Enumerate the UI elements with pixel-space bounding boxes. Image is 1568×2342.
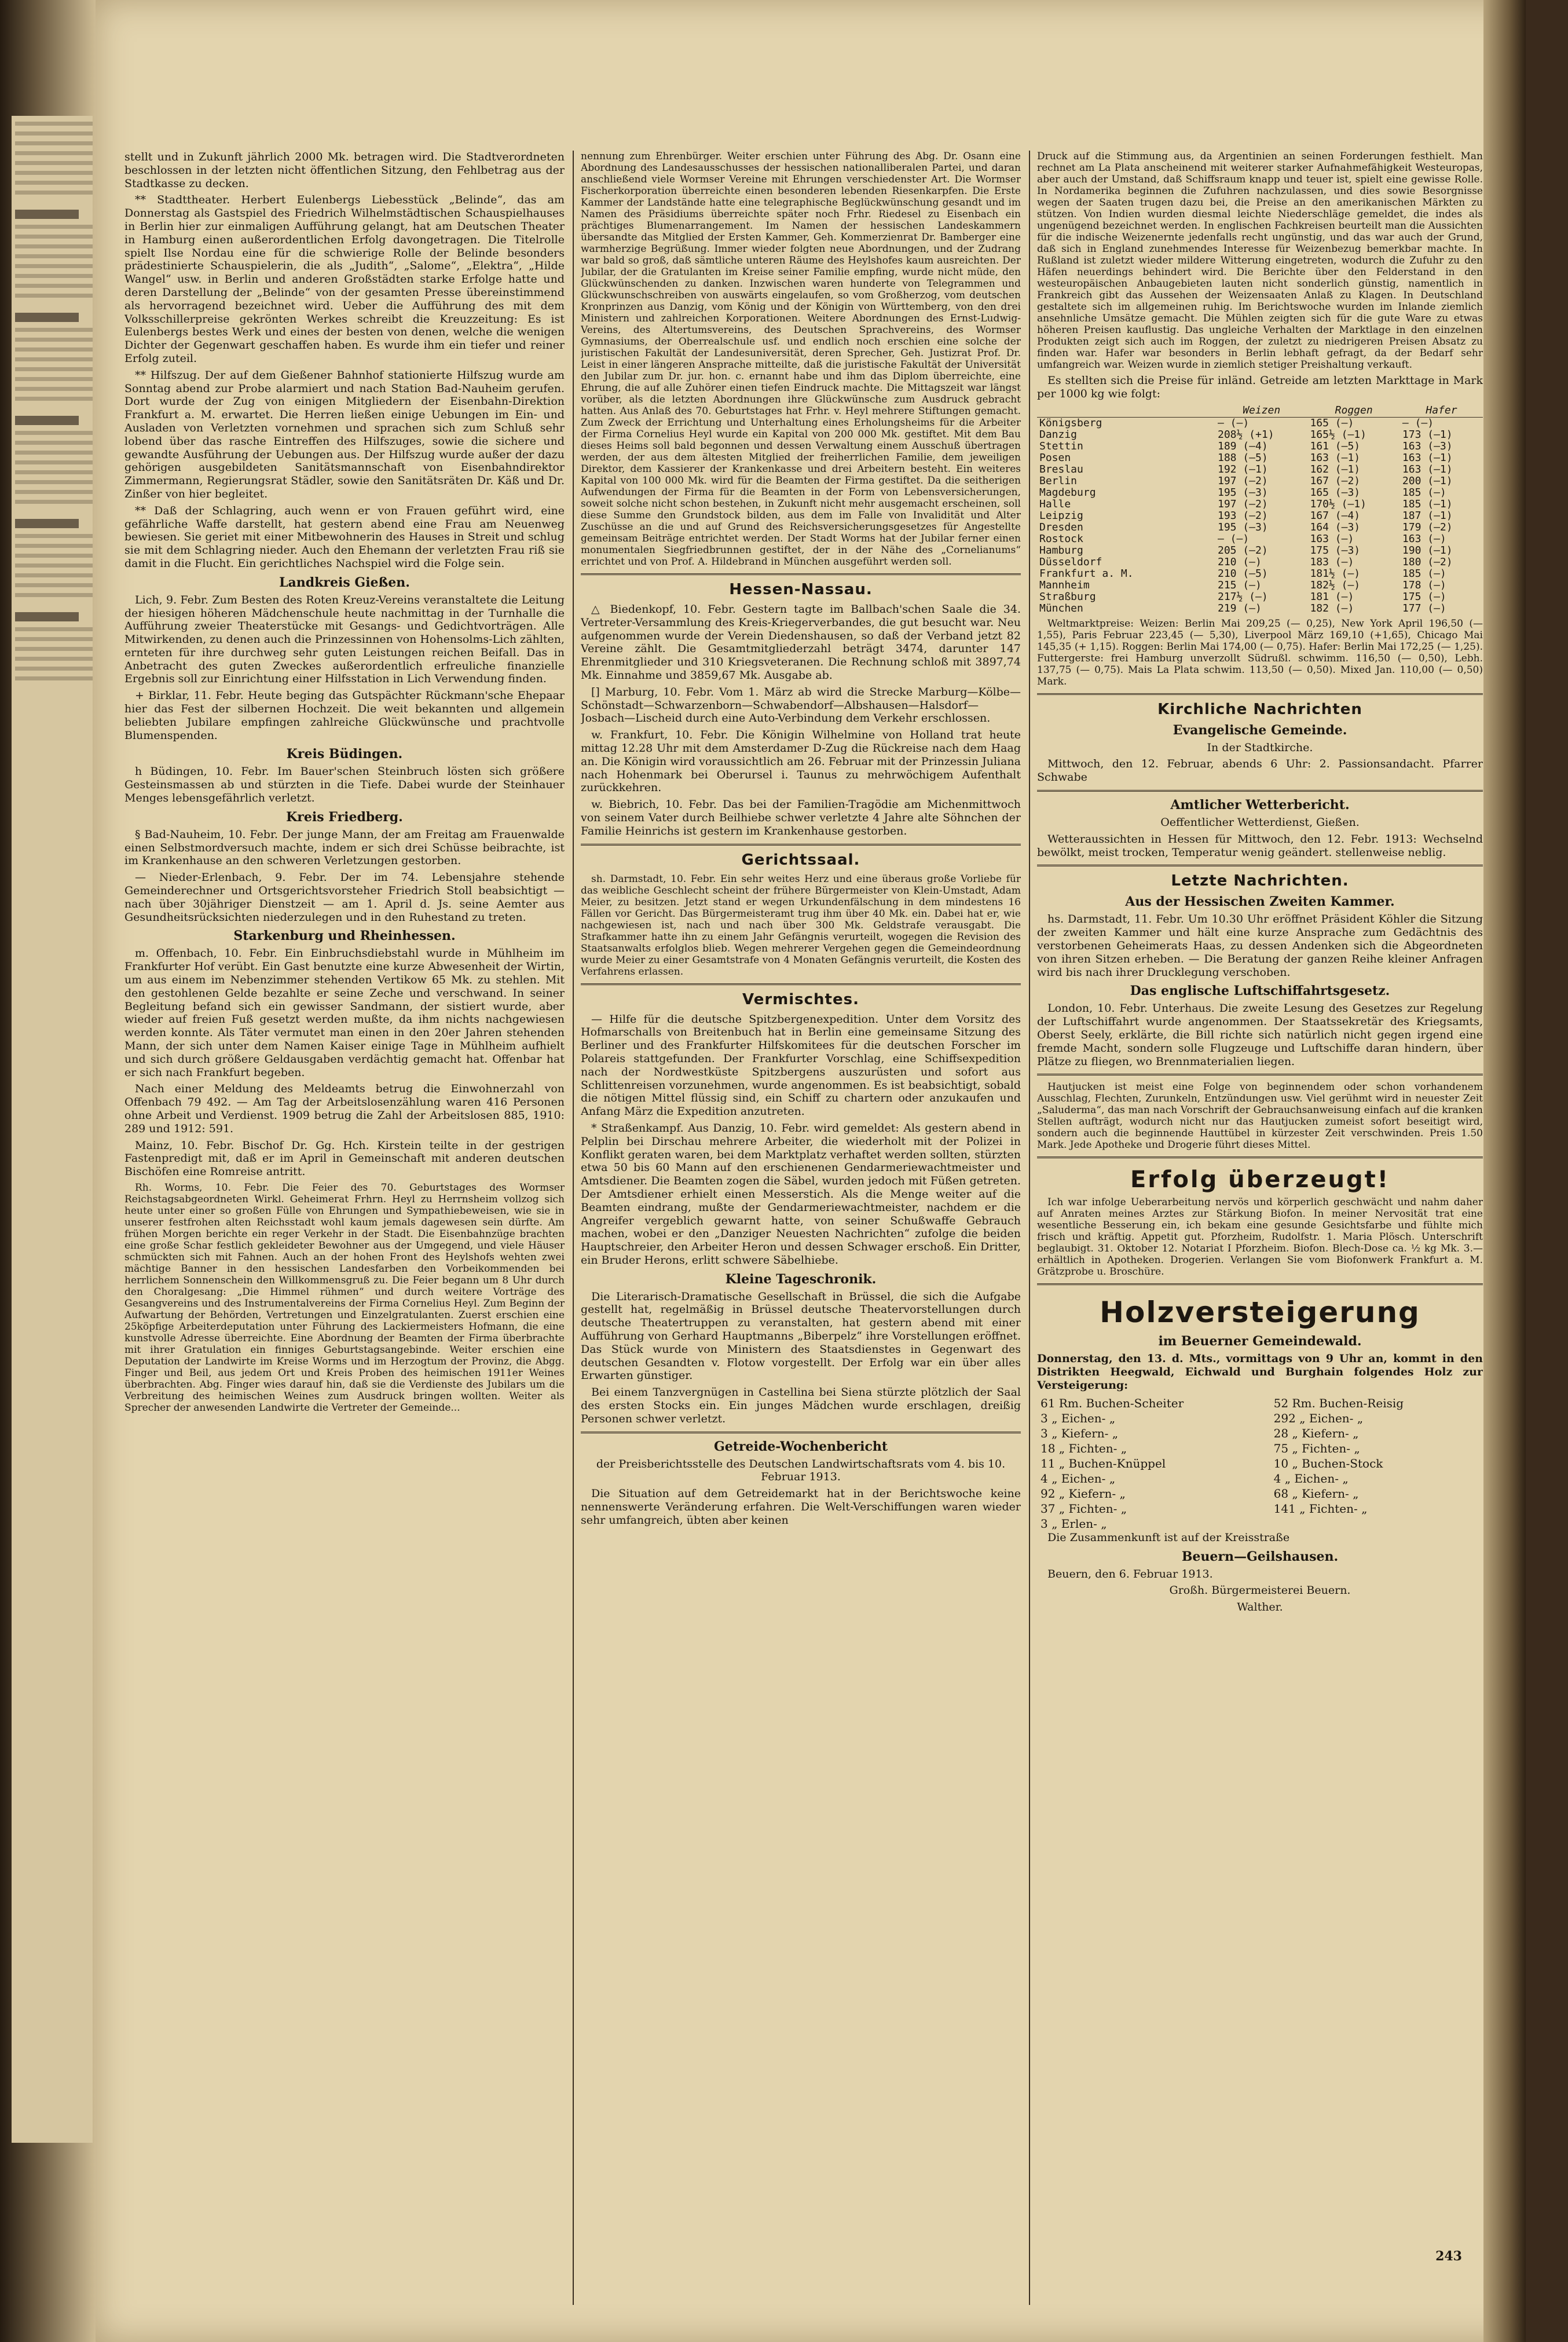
table-row	[1037, 568, 1483, 580]
table-cell: 11 „ Buchen-Knüppel	[1041, 1456, 1166, 1470]
article-paragraph: hs. Darmstadt, 11. Febr. Um 10.30 Uhr eröffnet Präsident Köhler die Sitzung der zweiten Kammer und hält eine kurze Ansprache zum Gedächtnis des verstorbenen Geheimerats Haas, zu dessen Andenken sich die Abgeordneten von ihren Sitzen erheben. — Die Beratung der ganzen Reihe kleiner Anfragen wird bis nach ihrer Drucklegung verschoben.	[1037, 913, 1483, 979]
divider	[1037, 1074, 1483, 1075]
table-header: Weizen	[1215, 404, 1307, 418]
article-paragraph: Rh. Worms, 10. Febr. Die Feier des 70. Geburtstages des Wormser Reichstagsabgeordneten Wirkl. Geheimerat Frhrn. Heyl zu Herrnsheim vollzog sich heute unter einer so großen Fülle von Ehrungen und Sympathiebeweisen, wie sie in unserer festfrohen alten Reichsstadt wohl kaum jemals dagewesen sein dürfte. Am frühen Morgen berichte ein reger Verkehr in der Stadt. Die Eisenbahnzüge brachten eine große Schar festlich gekleideter Bewohner aus der Umgegend, und viele Häuser schmückten sich mit Fahnen. Auch an der hohen Front des Heylshofs wehten zwei mächtige Banner in den hessischen Landesfarben den Vorbeikommenden bei herrlichem Sonnenschein den Willkommensgruß zu. Die Feier begann um 8 Uhr durch den Choralgesang: „Die Himmel rühmen“ und durch weitere Vorträge des Gesangvereins und des Instrumentalvereins der Firma Cornelius Heyl. Zum Beginn der Aufwartung der Behörden, Vertretungen und Einzelgratulanten. Zuerst erschien eine 25köpfige Arbeiterdeputation unter Führung des Lackiermeisters Hofmann, die eine kunstvolle Adresse überreichte. Eine Abordnung der Beamten der Firma überbrachte mit ihrer Gratulation ein finniges Geburtstagsangebinde. Weiter erschien eine Deputation der Landwirte im Kreise Worms und im Herzogtum der Provinz, die Abgg. Finger und Beil, aus jedem Ort und Kreis Proben des heimischen 1911er Weines überbrachten. Abg. Finger wies darauf hin, daß sie die Verdienste des Jubilars um die Verbreitung des heimischen Weines zum Ausdruck bringen wollten. Weiter als Sprecher der anwesenden Landwirte die Vertreter der Gemeinde...	[124, 1181, 565, 1414]
table-cell: 28 „ Kiefern- „	[1273, 1426, 1359, 1440]
auction-subheading: im Beuerner Gemeindewald.	[1158, 1334, 1362, 1349]
table-cell: 185 (—)	[1402, 486, 1446, 499]
table-cell: Königsberg	[1039, 416, 1102, 429]
article-paragraph: Mittwoch, den 12. Februar, abends 6 Uhr: 2. Passionsandacht. Pfarrer Schwabe	[1037, 758, 1483, 784]
section-heading: Kreis Friedberg.	[286, 809, 403, 825]
table-cell: 175 (—3)	[1310, 544, 1361, 557]
column-rule	[573, 151, 574, 2305]
column-rule	[1029, 151, 1030, 2305]
table-cell: 165½ (—1)	[1310, 428, 1366, 441]
section-heading: Kleine Tageschronik.	[725, 1271, 877, 1287]
table-cell: 183 (—)	[1310, 555, 1354, 568]
article-schlagring: ** Daß der Schlagring, auch wenn er von Frauen geführt wird, eine gefährliche Waffe darstellt, hat gestern abend eine Frau am Neuenweg bewiesen. Sie geriet mit einer Mitbewohnerin des Hauses in Streit und schlug sie mit dem Schlagring nieder. Auch den Ehemann der verletzten Frau riß sie damit in die Flucht. Ein gerichtliches Nachspiel wird die Folge sein.	[124, 504, 565, 570]
table-cell: 3 „ Kiefern- „	[1041, 1426, 1119, 1440]
table-cell: 178 (—)	[1402, 579, 1446, 591]
section-heading: Vermischtes.	[742, 990, 859, 1008]
section-heading: Landkreis Gießen.	[279, 574, 410, 590]
table-header: Hafer	[1400, 404, 1483, 418]
auction-headline: Holzversteigerung	[1100, 1296, 1420, 1330]
table-cell: 200 (—1)	[1402, 474, 1453, 487]
section-subheading: Aus der Hessischen Zweiten Kammer.	[1125, 894, 1395, 910]
article-paragraph: Wetteraussichten in Hessen für Mittwoch, den 12. Febr. 1913: Wechselnd bewölkt, meist trocken, Temperatur wenig geändert. stellenweise neblig.	[1037, 832, 1483, 859]
grain-price-table	[1037, 404, 1483, 614]
table-cell: 219 (—)	[1218, 602, 1262, 614]
table-cell: 179 (—2)	[1402, 521, 1453, 533]
table-cell: — (—)	[1218, 416, 1250, 429]
table-cell: 75 „ Fichten- „	[1273, 1441, 1360, 1455]
page-edge	[1483, 0, 1526, 2342]
section-heading: Hessen-Nassau.	[729, 581, 873, 598]
article-paragraph: h Büdingen, 10. Febr. Im Bauer'schen Steinbruch lösten sich größere Gesteinsmassen ab und stürzten in die Tiefe. Dabei wurde der Steinhauer Menges lebensgefährlich verletzt.	[124, 765, 565, 805]
table-cell: 217½ (—)	[1218, 590, 1268, 603]
table-cell: Rostock	[1039, 532, 1083, 545]
table-cell: Mannheim	[1039, 579, 1090, 591]
divider	[1037, 790, 1483, 792]
table-row	[1037, 1426, 1483, 1441]
table-row	[1037, 522, 1483, 533]
wood-lots-table	[1037, 1396, 1483, 1531]
table-cell: Frankfurt a. M.	[1039, 567, 1134, 580]
section-subheading: Evangelische Gemeinde.	[1173, 722, 1347, 738]
table-cell: — (—)	[1218, 532, 1250, 545]
table-row	[1037, 487, 1483, 499]
article-paragraph: — Hilfe für die deutsche Spitzbergenexpedition. Unter dem Vorsitz des Hofmarschalls von Breitenbuch hat in Berlin eine gemeinsame Sitzung des Berliner und des Frankfurter Hilfskomitees für die deutschen Forscher im Polareis stattgefunden. Der Frankfurter Vorschlag, eine Schiffsexpedition nach der Nordwestküste Spitzbergens auszurüsten und sofort aus Schlittenreisen vorzunehmen, wurde angenommen. Es ist beabsichtigt, sobald die nötigen Mittel flüssig sind, ein Schiff zu chartern oder anzukaufen und Anfang März die Expedition anzutreten.	[581, 1012, 1021, 1118]
table-cell: Posen	[1039, 451, 1071, 464]
article-paragraph: London, 10. Febr. Unterhaus. Die zweite Lesung des Gesetzes zur Regelung der Luftschiffahrt wurde angenommen. Der Staatssekretär des Kriegsamts, Oberst Seely, erklärte, die Bill richte sich natürlich nicht gegen irgend eine fremde Macht, sondern solle Flugzeuge und Luftschiffe daran hindern, über Plätze zu fliegen, wo Brennmaterialien liegen.	[1037, 1002, 1483, 1068]
divider	[1037, 1283, 1483, 1285]
table-cell: 163 (—1)	[1402, 463, 1453, 475]
table-cell: 197 (—2)	[1218, 497, 1268, 510]
table-cell: 188 (—5)	[1218, 451, 1268, 464]
auction-authority: Großh. Bürgermeisterei Beuern.	[1169, 1584, 1351, 1597]
table-cell: Dresden	[1039, 521, 1083, 533]
auction-place: Beuern—Geilshausen.	[1181, 1549, 1339, 1564]
column-1	[124, 151, 565, 2328]
table-cell: Danzig	[1039, 428, 1078, 441]
divider	[1037, 693, 1483, 695]
table-cell: 210 (—5)	[1218, 567, 1268, 580]
table-cell: 4 „ Eichen- „	[1273, 1471, 1349, 1485]
table-row	[1037, 1501, 1483, 1516]
table-cell: 4 „ Eichen- „	[1041, 1471, 1116, 1485]
table-cell: 208½ (+1)	[1218, 428, 1274, 441]
table-cell: 182 (—)	[1310, 602, 1354, 614]
article-paragraph: nennung zum Ehrenbürger. Weiter erschien unter Führung des Abg. Dr. Osann eine Abordnung des Landesausschusses der hessischen nationalliberalen Partei, und daran anschließend viele Wormser Vereine mit Ehrungen verschiedenster Art. Die Wormser Fischerkorporation überreichte einen besonderen lebenden Riesenkarpfen. Die Erste Kammer der Landstände hatte eine telegraphische Beglückwünschung gesandt und im Namen des Präsidiums überreichte später noch Frhr. Riedesel zu Eisenbach ein prächtiges Blumenarrangement. Im Namen der hessischen Landeskammern übersandte das Mitglied der Ersten Kammer, Geh. Kommerzienrat Dr. Bamberger eine warmherzige Begrüßung. Immer wieder folgten neue Abordnungen, und der Zudrang war bald so groß, daß sämtliche unteren Räume des Heylshofes kaum ausreichten. Der Jubilar, der die Gratulanten im Kreise seiner Familie empfing, wurde nicht müde, den Glückwünschenden zu danken. Inzwischen waren hunderte von Telegrammen und Glückwunschschreiben von auswärts eingelaufen, so vom Großherzog, vom deutschen Kronprinzen aus Danzig, vom König und der Königin von Württemberg, von den drei Ministern und zahlreichen Korporationen. Weitere Abordnungen des Ernst-Ludwig-Vereins, des Altertumsvereins, des Deutschen Sprachvereins, des Wormser Gymnasiums, der Oberrealschule usf. und endlich noch erschien eine solche der juristischen Fakultät der Landesuniversität, deren Sprecher, Geh. Justizrat Prof. Dr. Leist in einer längeren Ansprache mitteilte, daß die juristische Fakultät der Universität den Jubilar zum Dr. jur. hon. c. ernannt habe und ihm das Diplom überreichte, eine Ehrung, die auf alle Zuhörer einen tiefen Eindruck machte. Die Mittagszeit war längst vorüber, als die letzten Abordnungen ihre Glückwünsche zum Ausdruck gebracht hatten. Aus Anlaß des 70. Geburtstages hat Frhr. v. Heyl mehrere Stiftungen gemacht. Zum Zweck der Errichtung und Unterhaltung eines Erholungsheims für die Arbeiter der Firma Cornelius Heyl wurde ein Kapital von 200 000 Mk. gestiftet. Mit dem Bau dieses Heims soll bald begonnen und dessen Verwaltung einem Ausschuß übertragen werden, der aus dem ältesten Mitglied der freiherrlichen Familie, dem jeweiligen Direktor, dem Kassierer der Krankenkasse und drei Arbeitern besteht. Ein weiteres Kapital von 100 000 Mk. wird für die Beamten der Firma gestiftet. Da die seitherigen Aufwendungen der Firma für die Beamten in der Form von Lebensversicherungen, soweit solche nicht schon bestehen, in Zukunft nicht mehr ausgemacht erscheinen, soll diese Summe den Grundstock bilden, aus dem im Falle von Invalidität und Alter Zuschüsse an die und auf Grund des Reichsversicherungsgesetzes für Angestellte gemeinsam Beiträge entrichtet werden. Der Stadt Worms hat der Jubilar ferner einen monumentalen Siegfriedbrunnen gestiftet, der in der Nähe des „Cornelianums“ errichtet und von Prof. A. Hildebrand in München ausgeführt werden soll.	[581, 151, 1021, 568]
table-row	[1037, 499, 1483, 510]
table-cell: 195 (—3)	[1218, 521, 1268, 533]
table-cell: Leipzig	[1039, 509, 1083, 522]
auction-paragraph: Donnerstag, den 13. d. Mts., vormittags von 9 Uhr an, kommt in den Distrikten Heegwald, Eichwald und Burghain folgendes Holz zur Versteigerung:	[1037, 1352, 1483, 1392]
article-paragraph: Mainz, 10. Febr. Bischof Dr. Gg. Hch. Kirstein teilte in der gestrigen Fastenpredigt mit, daß er im April in Gemeinschaft mit anderen deutschen Bischöfen eine Romreise antritt.	[124, 1139, 565, 1179]
table-cell: 175 (—)	[1402, 590, 1446, 603]
section-subheading: In der Stadtkirche.	[1207, 741, 1313, 754]
table-cell: 163 (—3)	[1402, 440, 1453, 452]
table-cell: 161 (—5)	[1310, 440, 1361, 452]
table-cell: 163 (—1)	[1402, 451, 1453, 464]
divider	[581, 844, 1021, 846]
article-paragraph: stellt und in Zukunft jährlich 2000 Mk. betragen wird. Die Stadtverordneten beschlossen in der letzten nicht öffentlichen Sitzung, den Fehlbetrag aus der Stadtkasse zu decken.	[124, 151, 565, 190]
table-cell: 189 (—4)	[1218, 440, 1268, 452]
section-heading: Kreis Büdingen.	[286, 746, 403, 762]
table-row	[1037, 603, 1483, 614]
page-number: 243	[1435, 2249, 1462, 2264]
article-stadttheater: ** Stadttheater. Herbert Eulenbergs Liebesstück „Belinde“, das am Donnerstag als Gastspiel des Friedrich Wilhelmstädtischen Schauspielhauses in Berlin hier zur einmaligen Aufführung gelangt, hat am Deutschen Theater in Hamburg einen außerordentlichen Erfolg davongetragen. Die Titelrolle spielt Ilse Nordau eine für die schwierige Rolle der Belinde besonders prädestinierte Schauspielerin, die als „Judith“, „Salome“, „Elektra“, „Hilde Wangel“ usw. in Berlin und anderen Großstädten starke Erfolge hatte und deren Darstellung der „Belinde“ von der gesamten Presse übereinstimmend als hervorragend bezeichnet wird. Ueber die Aufführung des mit dem Volksschillerpreise gekrönten Werkes schreibt die Kreuzzeitung: Es ist Eulenbergs bestes Werk und eines der besten von denen, welche die wenigen Dichter der Gegenwart geschaffen haben. Es wurde ihm ein tiefer und reiner Erfolg zuteil.	[124, 193, 565, 365]
table-cell: 195 (—3)	[1218, 486, 1268, 499]
table-cell: 167 (—4)	[1310, 509, 1361, 522]
table-row	[1037, 545, 1483, 557]
table-cell: 68 „ Kiefern- „	[1273, 1486, 1359, 1501]
table-cell: 3 „ Eichen- „	[1041, 1411, 1116, 1425]
table-cell: München	[1039, 602, 1083, 614]
table-cell: 187 (—1)	[1402, 509, 1453, 522]
auction-paragraph: Die Zusammenkunft ist auf der Kreisstraße	[1047, 1531, 1290, 1544]
table-cell: 165 (—3)	[1310, 486, 1361, 499]
table-cell: 141 „ Fichten- „	[1273, 1501, 1368, 1516]
article-subtitle: der Preisberichtsstelle des Deutschen Landwirtschaftsrats vom 4. bis 10. Februar 1913.	[596, 1457, 1006, 1484]
table-cell: Halle	[1039, 497, 1071, 510]
article-paragraph: w. Biebrich, 10. Febr. Das bei der Familien-Tragödie am Michenmittwoch von seinem Vater durch Beilhiebe schwer verletzte 4 Jahre alte Söhnchen der Familie Heinrichs ist gestern im Krankenhause gestorben.	[581, 798, 1021, 837]
divider	[581, 1432, 1021, 1433]
table-cell: 192 (—1)	[1218, 463, 1268, 475]
table-cell: 173 (—1)	[1402, 428, 1453, 441]
divider	[1037, 1157, 1483, 1158]
article-paragraph: Weltmarktpreise: Weizen: Berlin Mai 209,25 (— 0,25), New York April 196,50 (— 1,55), Paris Februar 223,45 (— 5,30), Liverpool März 169,10 (+1,65), Chicago Mai 145,35 (+ 1,15). Roggen: Berlin Mai 174,00 (— 0,75). Hafer: Berlin Mai 172,25 (— 1,25). Futtergerste: frei Hamburg unverzollt Südrußl. schwimm. 116,50 (— 0,50), Lebh. 137,75 (— 0,75). Mais La Plata schwim. 113,50 (— 0,50). Mixed Jan. 110,00 (— 0,50) Mark.	[1037, 617, 1483, 687]
table-cell: 185 (—)	[1402, 567, 1446, 580]
table-row	[1037, 464, 1483, 475]
table-cell: 170½ (—1)	[1310, 497, 1366, 510]
article-paragraph: Druck auf die Stimmung aus, da Argentinien an seinen Forderungen festhielt. Man rechnet am La Plata anscheinend mit weiterer starker Aufnahmefähigkeit Westeuropas, aber auch der Umstand, daß Schiffsraum knapp und teuer ist, spielt eine gewisse Rolle. In Nordamerika beginnen die Zufuhren nachzulassen, und dies sowie Besorgnisse wegen der Saaten trugen dazu bei, die Preise an den amerikanischen Märkten zu stützen. Von Indien wurden diesmal leichte Niederschläge gemeldet, die indes als ungenügend bezeichnet werden. In englischen Fachkreisen beurteilt man die Aussichten für die indische Weizenernte jedenfalls recht ungünstig, und das war auch der Grund, daß sich in England zunehmendes Interesse für Weizenbezug bemerkbar machte. In Rußland ist zuletzt wieder mildere Witterung eingetreten, wodurch die Zufuhr zu den Häfen neuerdings behindert wird. Die Berichte über den Felderstand in den westeuropäischen Anbaugebieten lauten nicht sonderlich günstig, namentlich in Frankreich gibt das Aussehen der Weizensaaten Anlaß zu Klagen. In Deutschland gestaltete sich im allgemeinen ruhig. Im Berichtswoche wurden im Inlande ziemlich ansehnliche Umsätze gemacht. Die Mühlen zeigten sich für die gute Ware zu etwas höheren Preisen kauflustig. Das ungleiche Verhalten der Marktlage in den einzelnen Produkten zeigt sich auch im Roggen, der zuletzt zu niedrigeren Preisen Absatz zu finden war. Hafer war besonders in Berlin lebhaft gefragt, da der Bedarf sehr umfangreich war. Weizen wurde in ziemlich stetiger Preishaltung verkauft.	[1037, 151, 1483, 371]
table-row	[1037, 441, 1483, 452]
table-row	[1037, 1471, 1483, 1486]
article-paragraph: — Nieder-Erlenbach, 9. Febr. Der im 74. Lebensjahre stehende Gemeinderechner und Ortsgerichtsvorsteher Friedrich Stoll beabsichtigt — nach über 30jähriger Dienstzeit — am 1. April d. Js. seine Aemter aus Gesundheitsrücksichten niederzulegen und in den Ruhestand zu treten.	[124, 871, 565, 924]
table-cell: 197 (—2)	[1218, 474, 1268, 487]
divider	[581, 573, 1021, 575]
column-2	[581, 151, 1021, 2328]
newspaper-page	[96, 0, 1526, 2342]
adjacent-page-fragment	[12, 116, 93, 2143]
article-paragraph: Die Situation auf dem Getreidemarkt hat in der Berichtswoche keine nennenswerte Veränderung erfahren. Die Welt-Verschiffungen waren wieder sehr umfangreich, übten aber keinen	[581, 1487, 1021, 1527]
table-cell: 92 „ Kiefern- „	[1041, 1486, 1126, 1501]
article-paragraph: § Bad-Nauheim, 10. Febr. Der junge Mann, der am Freitag am Frauenwalde einen Selbstmordversuch machte, indem er sich drei Schüsse beibrachte, ist im Krankenhause an den schweren Verletzungen gestorben.	[124, 828, 565, 868]
auction-paragraph: Beuern, den 6. Februar 1913.	[1047, 1567, 1213, 1580]
table-row	[1037, 510, 1483, 522]
table-cell: Stettin	[1039, 440, 1083, 452]
advertisement-headline: Erfolg überzeugt!	[1130, 1166, 1390, 1194]
table-cell: 37 „ Fichten- „	[1041, 1501, 1127, 1516]
section-heading: Getreide-Wochenbericht	[713, 1439, 888, 1454]
table-cell: 215 (—)	[1218, 579, 1262, 591]
article-paragraph: Es stellten sich die Preise für inländ. Getreide am letzten Markttage in Mark per 1000 kg wie folgt:	[1037, 374, 1483, 400]
table-cell: 18 „ Fichten- „	[1041, 1441, 1127, 1455]
table-cell: 3 „ Erlen- „	[1041, 1516, 1107, 1531]
table-row	[1037, 429, 1483, 441]
table-cell: 210 (—)	[1218, 555, 1262, 568]
table-cell: Breslau	[1039, 463, 1083, 475]
section-heading: Amtlicher Wetterbericht.	[1170, 797, 1350, 813]
table-cell: 10 „ Buchen-Stock	[1273, 1456, 1383, 1470]
table-cell: 167 (—2)	[1310, 474, 1361, 487]
table-row	[1037, 1456, 1483, 1471]
section-subheading: Oeffentlicher Wetterdienst, Gießen.	[1160, 815, 1360, 829]
table-cell: 292 „ Eichen- „	[1273, 1411, 1364, 1425]
table-cell: Magdeburg	[1039, 486, 1096, 499]
auction-signature: Walther.	[1237, 1601, 1283, 1614]
table-row	[1037, 557, 1483, 568]
article-paragraph: [] Marburg, 10. Febr. Vom 1. März ab wird die Strecke Marburg—Kölbe—Schönstadt—Schwarzenborn—Schwabendorf—Albshausen—Halsdorf—Josbach—Lischeid durch eine Auto-Verbindung dem Verkehr erschlossen.	[581, 685, 1021, 725]
table-cell: Straßburg	[1039, 590, 1096, 603]
section-subheading: Das englische Luftschiffahrtsgesetz.	[1130, 983, 1390, 999]
article-paragraph: + Birklar, 11. Febr. Heute beging das Gutspächter Rückmann'sche Ehepaar hier das Fest der silbernen Hochzeit. Die weit bekannten und allgemein beliebten Jubilare empfingen zahlreiche Glückwünsche und prachtvolle Blumenspenden.	[124, 689, 565, 742]
table-row	[1037, 1441, 1483, 1456]
table-cell: 162 (—1)	[1310, 463, 1361, 475]
table-row	[1037, 1396, 1483, 1411]
table-cell: 177 (—)	[1402, 602, 1446, 614]
section-heading: Starkenburg und Rheinhessen.	[233, 928, 456, 944]
table-row	[1037, 1411, 1483, 1426]
table-cell: 165 (—)	[1310, 416, 1354, 429]
table-cell: — (—)	[1402, 416, 1434, 429]
table-cell: 163 (—)	[1402, 532, 1446, 545]
table-cell: 181½ (—)	[1310, 567, 1361, 580]
table-cell: Düsseldorf	[1039, 555, 1102, 568]
table-cell: 52 Rm. Buchen-Reisig	[1273, 1396, 1404, 1410]
table-cell: Hamburg	[1039, 544, 1083, 557]
table-cell: 164 (—3)	[1310, 521, 1361, 533]
table-row	[1037, 533, 1483, 545]
table-cell: 190 (—1)	[1402, 544, 1453, 557]
table-row	[1037, 452, 1483, 464]
table-row	[1037, 1486, 1483, 1501]
column-3	[1037, 151, 1483, 2328]
table-cell: 181 (—)	[1310, 590, 1354, 603]
table-cell: 180 (—2)	[1402, 555, 1453, 568]
table-cell: 205 (—2)	[1218, 544, 1268, 557]
table-header	[1037, 404, 1215, 418]
table-header: Roggen	[1307, 404, 1400, 418]
article-paragraph: * Straßenkampf. Aus Danzig, 10. Febr. wird gemeldet: Als gestern abend in Pelplin bei Dirschau mehrere Arbeiter, die wiederholt mit der Polizei in Konflikt geraten waren, bei dem Marktplatz verhaftet werden sollten, stürzten etwa 50 bis 60 Mann auf den erschienenen Gendarmeriewachtmeister und Amtsdiener. Die Beamten zogen die Säbel, wurden jedoch mit Füßen getreten. Der Amtsdiener erhielt einen Messerstich. Als die Menge weiter auf die Beamten eindrang, mußte der Gendarmeriewachtmeister, nachdem er die Angreifer vergeblich gewarnt hatte, von seiner Schußwaffe Gebrauch machen, wobei er den „Danziger Neuesten Nachrichten“ zufolge die beiden Hauptschreier, den Arbeiter Heron und dessen Schwager erschoß. Ein Dritter, ein Bruder Herons, erlitt schwere Säbelhiebe.	[581, 1121, 1021, 1267]
table-cell: 182½ (—)	[1310, 579, 1361, 591]
table-row	[1037, 591, 1483, 603]
article-paragraph: Bei einem Tanzvergnügen in Castellina bei Siena stürzte plötzlich der Saal des ersten Stocks ein. Ein junges Mädchen wurde erschlagen, dreißig Personen schwer verletzt.	[581, 1386, 1021, 1425]
divider	[1037, 865, 1483, 866]
article-paragraph: Lich, 9. Febr. Zum Besten des Roten Kreuz-Vereins veranstaltete die Leitung der hiesigen höheren Mädchenschule heute nachmittag in der Turnhalle die Aufführung zweier Theaterstücke mit Gesangs- und Gedichtvorträgen. Alle Mitwirkenden, zu denen auch die Prinzessinnen von Hohensolms-Lich zählten, ernteten für ihre durchweg sehr guten Leistungen reichen Beifall. Das in Anbetracht des guten Zweckes außerordentlich erfreuliche finanzielle Ergebnis soll zur Einrichtung einer Hilfsstation in Lich Verwendung finden.	[124, 593, 565, 686]
table-cell: 163 (—1)	[1310, 451, 1361, 464]
table-row	[1037, 417, 1483, 429]
table-row	[1037, 580, 1483, 591]
table-cell: 61 Rm. Buchen-Scheiter	[1041, 1396, 1184, 1410]
advertisement-biofon: Ich war infolge Ueberarbeitung nervös und körperlich geschwächt und nahm daher auf Anraten meines Arztes zur Stärkung Biofon. In meiner Nervosität trat eine wesentliche Besserung ein, ich bekam eine gesunde Gesichtsfarbe und fühlte mich frisch und kräftig. Appetit gut. Pforzheim, Rudolfstr. 1. Maria Plösch. Unterschrift beglaubigt. 31. Oktober 12. Notariat I Pforzheim. Biofon. Blech-Dose ca. ½ kg Mk. 3.— erhältlich in Apotheken. Drogerien. Verlangen Sie vom Biofonwerk Frankfurt a. M. Grätzprobe u. Broschüre.	[1037, 1196, 1483, 1278]
article-paragraph: w. Frankfurt, 10. Febr. Die Königin Wilhelmine von Holland trat heute mittag 12.28 Uhr mit dem Amsterdamer D-Zug die Rückreise nach dem Haag an. Die Königin wird voraussichtlich am 26. Februar mit der Prinzessin Juliana nach Hohenmark bei Oberursel i. Taunus zu mehrwöchigem Aufenthalt zurückkehren.	[581, 729, 1021, 795]
table-row	[1037, 475, 1483, 487]
table-cell: 163 (—)	[1310, 532, 1354, 545]
section-heading: Letzte Nachrichten.	[1171, 872, 1349, 890]
section-heading: Kirchliche Nachrichten	[1157, 700, 1362, 718]
article-paragraph: Die Literarisch-Dramatische Gesellschaft in Brüssel, die sich die Aufgabe gestellt hat, regelmäßig in Brüssel deutsche Theatervorstellungen durch deutsche Theatertruppen zu veranstalten, hat gestern abend mit einer Aufführung von Gerhard Hauptmanns „Biberpelz“ ihre Vorstellungen eröffnet. Das Stück wurde von Ministern des Staatsdienstes in Gegenwart des deutschen Gesandten v. Flotow vorgestellt. Der Erfolg war ein über alles Erwarten günstiger.	[581, 1290, 1021, 1382]
article-hilfszug: ** Hilfszug. Der auf dem Gießener Bahnhof stationierte Hilfszug wurde am Sonntag abend zur Probe alarmiert und nach Station Bad-Nauheim gerufen. Dort wurde der Zug von einigen Mitgliedern der Eisenbahn-Direktion Frankfurt a. M. erwartet. Die Herren ließen einige Uebungen im Ein- und Ausladen von Verletzten vornehmen und sprachen sich zum Schluß sehr lobend über das rasche Eintreffen des Hilfszuges, sowie die sichere und gewandte Ausführung der Uebungen aus. Der Hilfszug wurde außer der dazu gehörigen ausgebildeten Sanitätsmannschaft von Eisenbahndirektor Zimmermann, Regierungsrat Städler, sowie den Sanitätsräten Dr. Käß und Dr. Zinßer von hier begleitet.	[124, 368, 565, 500]
article-paragraph: m. Offenbach, 10. Febr. Ein Einbruchsdiebstahl wurde in Mühlheim im Frankfurter Hof verübt. Ein Gast benutzte eine kurze Abwesenheit der Wirtin, um aus einem im Nebenzimmer stehenden Vertikow 65 Mk. zu stehlen. Mit den gestohlenen Gelde bezahlte er seine Zeche und verschwand. In seiner Begleitung befand sich ein gewisser Sandmann, der sistiert wurde, aber wieder auf freien Fuß gesetzt werden mußte, da ihm nichts nachgewiesen werden konnte. Als Täter vermutet man einen in den 20er Jahren stehenden Mann, der sich unter dem Namen Kaiser einige Tage in Mühlheim aufhielt und sich durch größere Geldausgaben verdächtig gemacht hat. Offenbar hat er sich nach Frankfurt begeben.	[124, 947, 565, 1079]
table-cell: 185 (—1)	[1402, 497, 1453, 510]
table-cell: 193 (—2)	[1218, 509, 1268, 522]
article-paragraph: Nach einer Meldung des Meldeamts betrug die Einwohnerzahl von Offenbach 79 492. — Am Tag der Arbeitslosenzählung waren 416 Personen ohne Arbeit und Verdienst. 1909 betrug die Zahl der Arbeitslosen 885, 1910: 289 und 1912: 591.	[124, 1082, 565, 1135]
article-paragraph: sh. Darmstadt, 10. Febr. Ein sehr weites Herz und eine überaus große Vorliebe für das weibliche Geschlecht scheint der frühere Bürgermeister von Klein-Umstadt, Adam Meier, zu besitzen. Jetzt stand er wegen Urkundenfälschung in dem mindestens 16 Fällen vor Gericht. Das Bürgermeisteramt trug ihm über 40 Mk. ein. Dabei hat er, wie nachgewiesen ist, nach und nach über 300 Mk. Geldstrafe verausgabt. Die Strafkammer hatte ihn zu einem Jahr Gefängnis verurteilt, wogegen die Revision des Staatsanwalts erfolglos blieb. Wegen mehrerer Vergehen gegen die Gemeindeordnung wurde Meier zu einer Gesamtstrafe von 4 Monaten Gefängnis verurteilt, die Kosten des Verfahrens erlassen.	[581, 873, 1021, 978]
section-heading: Gerichtssaal.	[741, 851, 860, 869]
article-paragraph: △ Biedenkopf, 10. Febr. Gestern tagte im Ballbach'schen Saale die 34. Vertreter-Versammlung des Kreis-Kriegerverbandes, die gut besucht war. Neu aufgenommen wurde der Verein Diedenshausen, so daß der Verband jetzt 82 Vereine zählt. Die Gesamtmitgliederzahl beträgt 3474, darunter 147 Ehrenmitglieder und 310 Kriegsveteranen. Die Rechnung schloß mit 3897,74 Mk. Einnahme und 3859,67 Mk. Ausgabe ab.	[581, 603, 1021, 682]
divider	[581, 983, 1021, 985]
table-cell	[1270, 1516, 1483, 1531]
advertisement-saluderma: Hautjucken ist meist eine Folge von beginnendem oder schon vorhandenem Ausschlag, Flechten, Zurunkeln, Entzündungen usw. Viel gerühmt wird in neuester Zeit „Saluderma“, das man nach Vorschrift der Gebrauchsanweisung einfach auf die kranken Stellen aufträgt, wodurch nicht nur das Hautjucken zumeist sofort beseitigt wird, sondern auch die beginnende Hauttübel in kürzester Zeit verschwinden. Preis 1.50 Mark. Jede Apotheke und Drogerie führt dieses Mittel.	[1037, 1081, 1483, 1151]
table-row	[1037, 1516, 1483, 1531]
table-cell: Berlin	[1039, 474, 1078, 487]
